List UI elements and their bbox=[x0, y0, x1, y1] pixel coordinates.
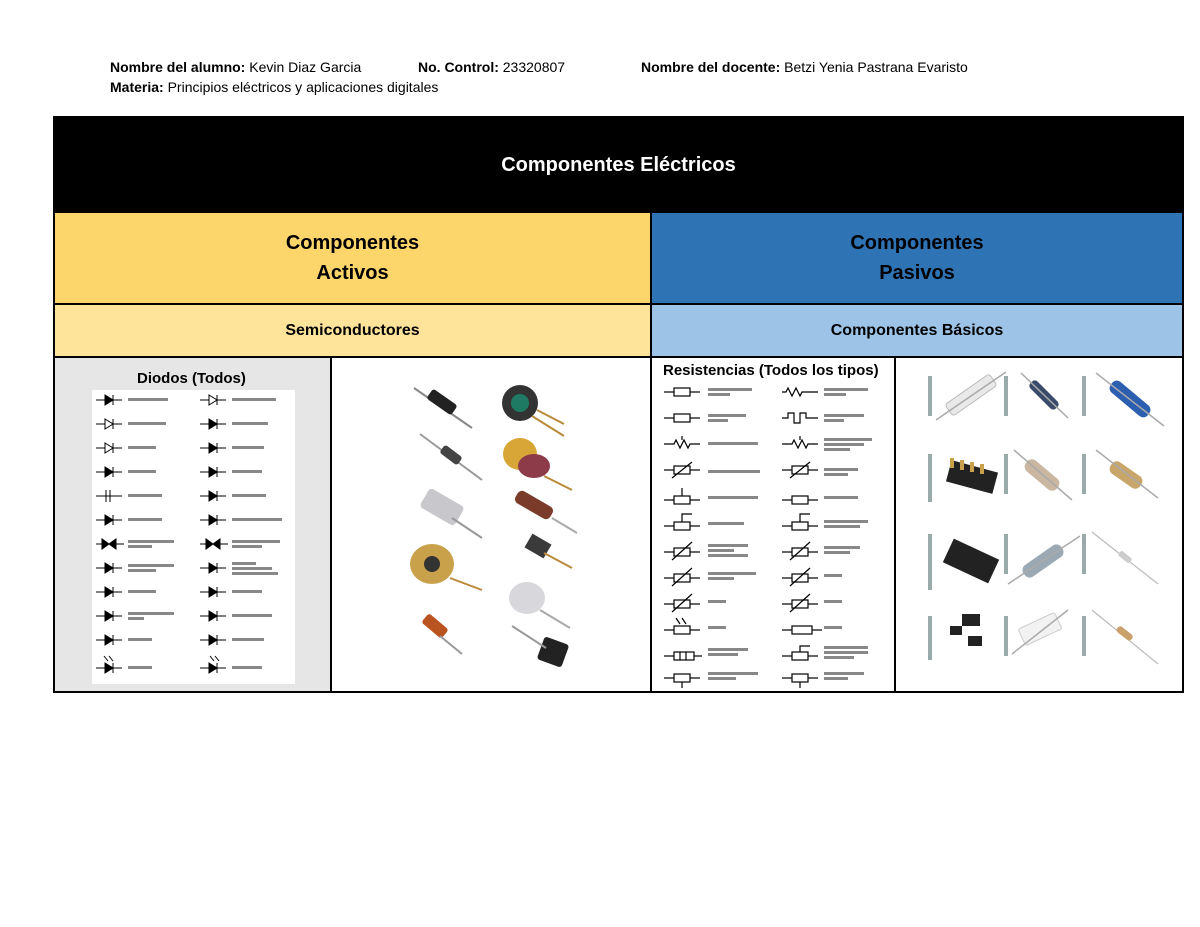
active-line2: Activos bbox=[316, 262, 389, 284]
control-value: 23320807 bbox=[502, 59, 566, 75]
semiconductors-header: Semiconductores bbox=[55, 305, 652, 358]
resistor-photo-row-2 bbox=[946, 450, 1158, 500]
glass-diode-photo bbox=[414, 388, 472, 428]
resistor-photos-illustration bbox=[896, 358, 1182, 691]
diodes-photos-cell bbox=[332, 358, 652, 691]
resistors-caption: Resistencias (Todos los tipos) bbox=[663, 362, 879, 379]
laser-diode-photo bbox=[410, 544, 482, 590]
student-name bbox=[110, 58, 361, 76]
diode-symbols-illustration bbox=[92, 390, 295, 684]
subject-label: Materia: bbox=[110, 79, 164, 95]
diodes-symbols-cell bbox=[55, 358, 332, 691]
power-diode-photo bbox=[513, 489, 577, 533]
resistors-photos-cell bbox=[896, 358, 1182, 691]
control-label: No. Control: bbox=[418, 59, 499, 75]
active-components-header bbox=[55, 213, 652, 305]
student-label: Nombre del alumno: bbox=[110, 59, 246, 75]
student-value: Kevin Diaz Garcia bbox=[249, 59, 362, 75]
table-title: Componentes Eléctricos bbox=[55, 118, 1182, 213]
glass-package-diode-photo bbox=[419, 487, 482, 538]
led-diode-photo bbox=[509, 582, 570, 628]
diodes-caption: Diodos (Todos) bbox=[137, 370, 246, 387]
diode-photos-illustration bbox=[332, 358, 652, 691]
resistor-symbols-illustration bbox=[662, 382, 882, 689]
subject-value: Principios eléctricos y aplicaciones digitales bbox=[167, 79, 439, 95]
resistor-photo-row-3 bbox=[943, 532, 1158, 584]
resistor-photo-faint-labels bbox=[928, 376, 1086, 660]
teacher-name bbox=[641, 58, 968, 76]
bridge-diode-photo bbox=[524, 534, 572, 568]
passive-line2: Pasivos bbox=[879, 262, 955, 284]
components-table bbox=[53, 116, 1184, 693]
transistor-like-diode-photo bbox=[512, 626, 569, 668]
gold-diode-photo bbox=[503, 438, 572, 490]
subject bbox=[110, 78, 438, 96]
diode-symbols-image bbox=[92, 390, 295, 684]
basic-components-header: Componentes Básicos bbox=[652, 305, 1182, 358]
smd-diode-photo bbox=[421, 613, 462, 654]
passive-components-header bbox=[652, 213, 1182, 305]
passive-line1: Componentes bbox=[850, 232, 984, 254]
resistor-symbols-image bbox=[662, 382, 882, 689]
photodiode-photo bbox=[502, 385, 564, 436]
teacher-value: Betzi Yenia Pastrana Evaristo bbox=[784, 59, 968, 75]
teacher-label: Nombre del docente: bbox=[641, 59, 781, 75]
resistor-photo-row-4 bbox=[950, 610, 1158, 664]
small-diode-photo bbox=[420, 434, 482, 480]
resistors-symbols-cell bbox=[652, 358, 896, 691]
active-line1: Componentes bbox=[285, 232, 420, 254]
resistor-photo-row-1 bbox=[936, 372, 1164, 426]
control-number bbox=[418, 58, 565, 76]
